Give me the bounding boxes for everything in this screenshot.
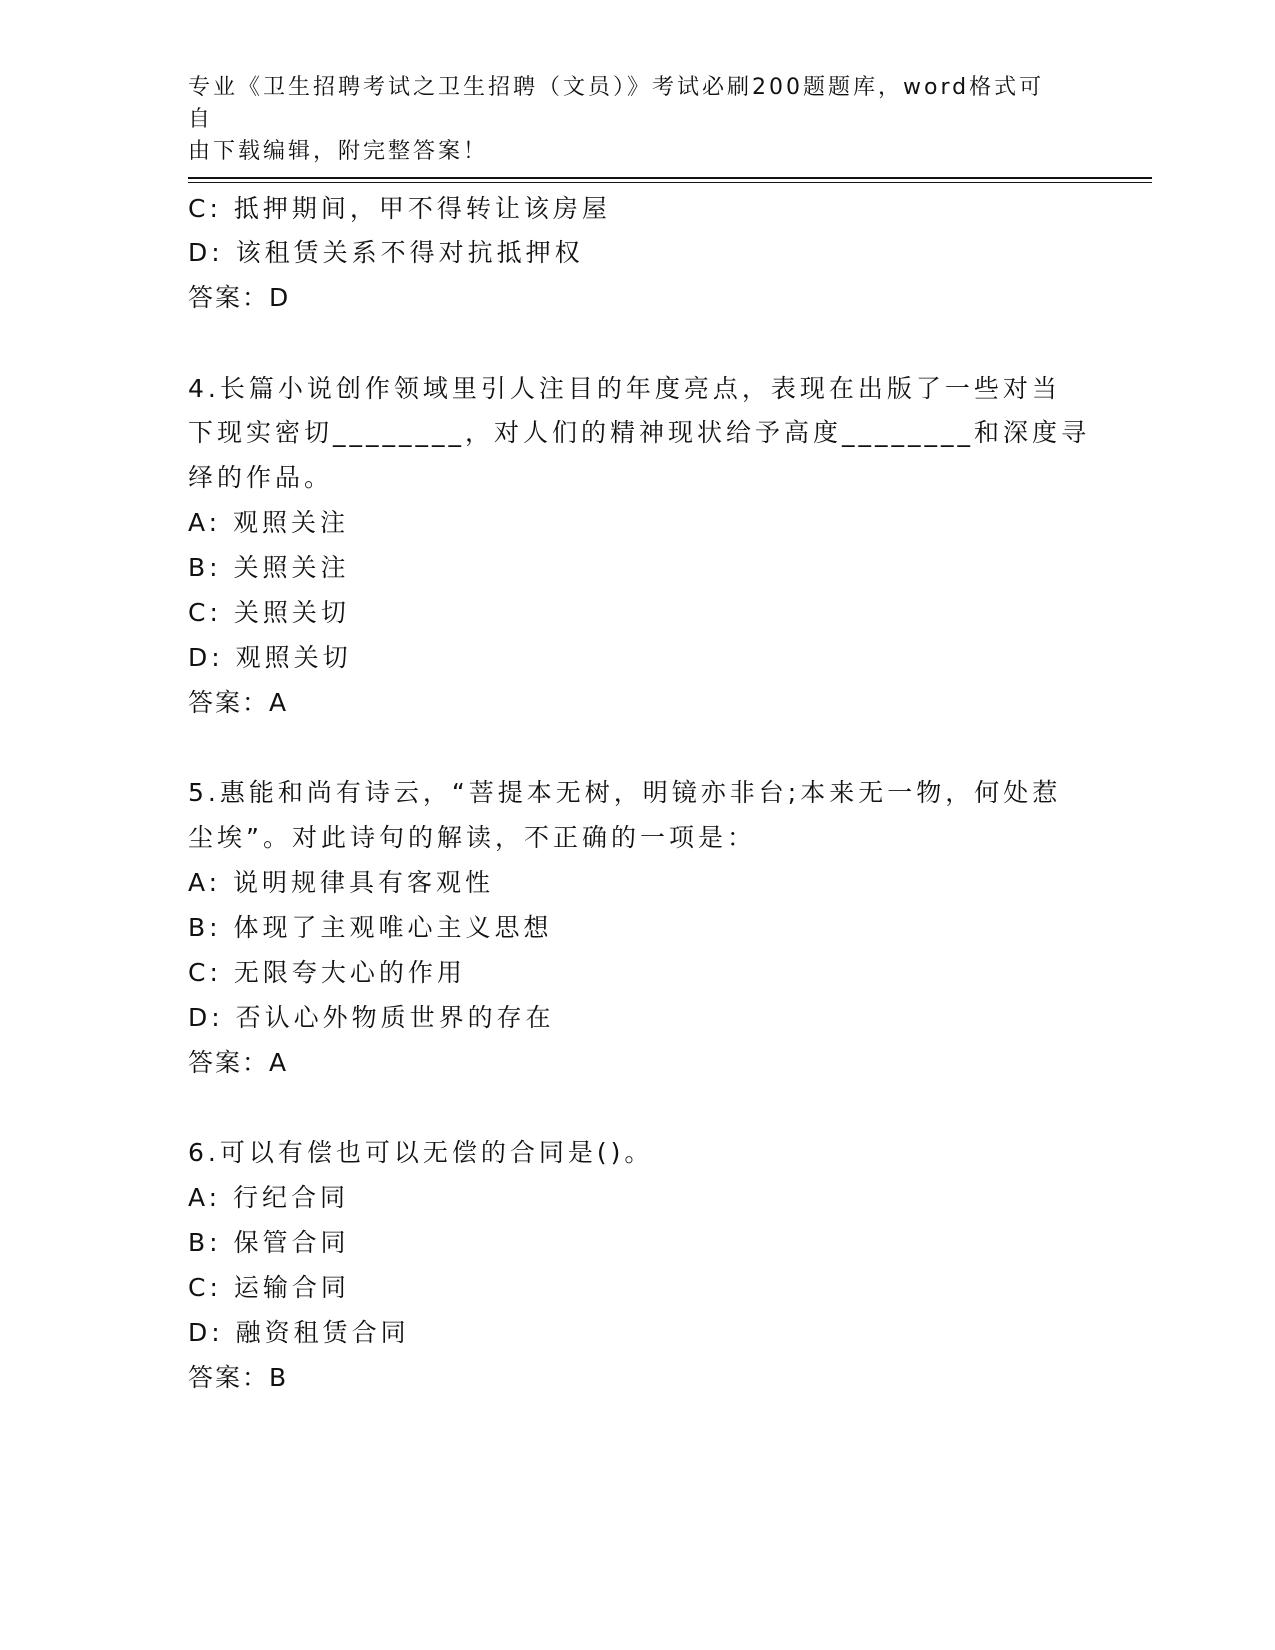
q5-option-b: B: 体现了主观唯心主义思想 bbox=[188, 913, 553, 942]
q6-stem-line-1: 6.可以有偿也可以无偿的合同是()。 bbox=[188, 1138, 654, 1167]
header-line-1: 专业《卫生招聘考试之卫生招聘（文员）》考试必刷200题题库，word格式可自 bbox=[188, 75, 1045, 132]
q3-option-d: D: 该租赁关系不得对抗抵押权 bbox=[188, 238, 584, 267]
q3-option-c: C: 抵押期间，甲不得转让该房屋 bbox=[188, 194, 611, 223]
q6-option-a: A: 行纪合同 bbox=[188, 1183, 350, 1212]
q6-answer: 答案：B bbox=[188, 1363, 289, 1392]
q4-answer: 答案：A bbox=[188, 688, 289, 717]
q4-option-a: A: 观照关注 bbox=[188, 508, 350, 537]
q4-option-b: B: 关照关注 bbox=[188, 553, 350, 582]
q5-answer: 答案：A bbox=[188, 1048, 289, 1077]
q5-option-c: C: 无限夸大心的作用 bbox=[188, 958, 466, 987]
q5-option-a: A: 说明规律具有客观性 bbox=[188, 868, 495, 897]
q4-stem-line-1: 4.长篇小说创作领域里引人注目的年度亮点，表现在出版了一些对当 bbox=[188, 374, 1061, 403]
q5-stem-line-2: 尘埃”。对此诗句的解读，不正确的一项是： bbox=[188, 823, 756, 852]
header-divider-thick bbox=[188, 177, 1152, 179]
header-line-2: 由下载编辑，附完整答案！ bbox=[188, 139, 489, 164]
q5-option-d: D: 否认心外物质世界的存在 bbox=[188, 1003, 555, 1032]
q4-stem-line-3: 绎的作品。 bbox=[188, 463, 334, 492]
header-divider-thin bbox=[188, 182, 1152, 183]
document-header bbox=[188, 72, 1068, 168]
q4-stem-line-2: 下现实密切________，对人们的精神现状给予高度________和深度寻 bbox=[188, 418, 1091, 447]
q6-option-b: B: 保管合同 bbox=[188, 1228, 350, 1257]
q5-stem-line-1: 5.惠能和尚有诗云，“菩提本无树，明镜亦非台;本来无一物，何处惹 bbox=[188, 778, 1062, 807]
q4-option-d: D: 观照关切 bbox=[188, 643, 352, 672]
q6-option-d: D: 融资租赁合同 bbox=[188, 1318, 410, 1347]
q4-option-c: C: 关照关切 bbox=[188, 598, 350, 627]
q3-answer: 答案：D bbox=[188, 283, 291, 312]
q6-option-c: C: 运输合同 bbox=[188, 1273, 350, 1302]
